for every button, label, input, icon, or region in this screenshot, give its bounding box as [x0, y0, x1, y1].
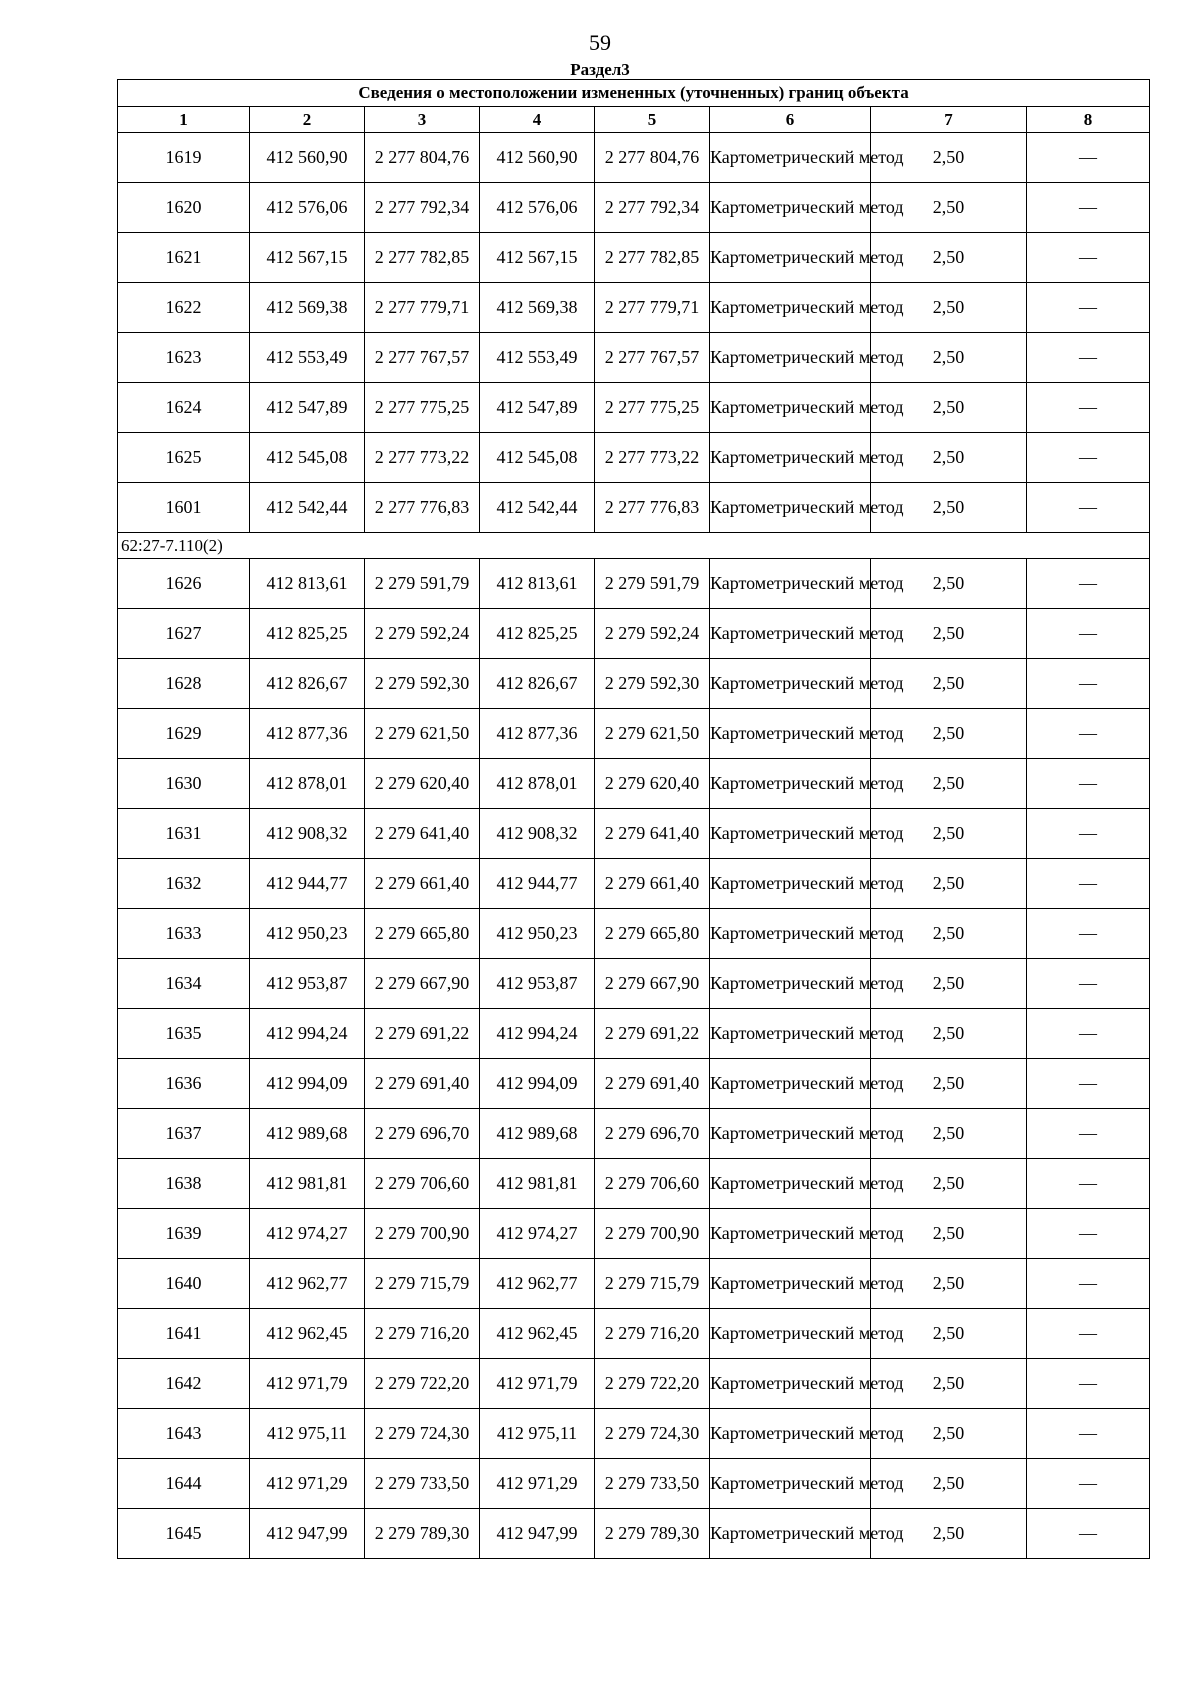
- point-number-cell: 1644: [118, 1459, 250, 1509]
- point-number-cell: 1622: [118, 283, 250, 333]
- y-existing-cell: 2 279 724,30: [365, 1409, 480, 1459]
- description-cell: —: [1027, 1009, 1150, 1059]
- y-refined-cell: 2 279 696,70: [595, 1109, 710, 1159]
- point-number-cell: 1641: [118, 1309, 250, 1359]
- precision-cell: 2,50: [871, 1059, 1027, 1109]
- y-existing-cell: 2 279 667,90: [365, 959, 480, 1009]
- description-cell: —: [1027, 283, 1150, 333]
- x-existing-cell: 412 877,36: [250, 709, 365, 759]
- point-number-cell: 1642: [118, 1359, 250, 1409]
- description-cell: —: [1027, 759, 1150, 809]
- y-refined-cell: 2 279 700,90: [595, 1209, 710, 1259]
- y-refined-cell: 2 279 724,30: [595, 1409, 710, 1459]
- x-refined-cell: 412 971,29: [480, 1459, 595, 1509]
- precision-cell: 2,50: [871, 183, 1027, 233]
- point-number-cell: 1645: [118, 1509, 250, 1559]
- x-refined-cell: 412 974,27: [480, 1209, 595, 1259]
- method-cell: Картометрический метод: [710, 1409, 871, 1459]
- x-existing-cell: 412 947,99: [250, 1509, 365, 1559]
- table-caption: Сведения о местоположении измененных (уточненных) границ объекта: [118, 80, 1150, 107]
- method-cell: Картометрический метод: [710, 433, 871, 483]
- point-number-cell: 1643: [118, 1409, 250, 1459]
- method-cell: Картометрический метод: [710, 809, 871, 859]
- precision-cell: 2,50: [871, 1259, 1027, 1309]
- method-cell: Картометрический метод: [710, 1509, 871, 1559]
- x-existing-cell: 412 826,67: [250, 659, 365, 709]
- x-refined-cell: 412 560,90: [480, 133, 595, 183]
- precision-cell: 2,50: [871, 1309, 1027, 1359]
- method-cell: Картометрический метод: [710, 609, 871, 659]
- x-refined-cell: 412 547,89: [480, 383, 595, 433]
- x-existing-cell: 412 547,89: [250, 383, 365, 433]
- description-cell: —: [1027, 559, 1150, 609]
- y-existing-cell: 2 277 776,83: [365, 483, 480, 533]
- y-refined-cell: 2 279 789,30: [595, 1509, 710, 1559]
- point-number-cell: 1638: [118, 1159, 250, 1209]
- method-cell: Картометрический метод: [710, 659, 871, 709]
- table-row: [118, 1309, 1150, 1359]
- boundary-coordinates-table: [117, 79, 1150, 1559]
- x-refined-cell: 412 545,08: [480, 433, 595, 483]
- x-refined-cell: 412 953,87: [480, 959, 595, 1009]
- point-number-cell: 1623: [118, 333, 250, 383]
- point-number-cell: 1620: [118, 183, 250, 233]
- table-row: [118, 1059, 1150, 1109]
- table-row: [118, 283, 1150, 333]
- point-number-cell: 1624: [118, 383, 250, 433]
- method-cell: Картометрический метод: [710, 1259, 871, 1309]
- precision-cell: 2,50: [871, 383, 1027, 433]
- method-cell: Картометрический метод: [710, 909, 871, 959]
- table-row: [118, 433, 1150, 483]
- table-row: [118, 659, 1150, 709]
- point-number-cell: 1627: [118, 609, 250, 659]
- x-refined-cell: 412 569,38: [480, 283, 595, 333]
- x-existing-cell: 412 981,81: [250, 1159, 365, 1209]
- x-existing-cell: 412 994,24: [250, 1009, 365, 1059]
- precision-cell: 2,50: [871, 1009, 1027, 1059]
- method-cell: Картометрический метод: [710, 759, 871, 809]
- point-number-cell: 1633: [118, 909, 250, 959]
- section-title: Раздел3: [570, 60, 630, 79]
- precision-cell: 2,50: [871, 283, 1027, 333]
- table-row: [118, 559, 1150, 609]
- description-cell: —: [1027, 183, 1150, 233]
- y-refined-cell: 2 279 592,24: [595, 609, 710, 659]
- y-refined-cell: 2 279 620,40: [595, 759, 710, 809]
- y-refined-cell: 2 277 782,85: [595, 233, 710, 283]
- x-refined-cell: 412 567,15: [480, 233, 595, 283]
- y-existing-cell: 2 279 789,30: [365, 1509, 480, 1559]
- x-refined-cell: 412 975,11: [480, 1409, 595, 1459]
- description-cell: —: [1027, 809, 1150, 859]
- y-refined-cell: 2 279 621,50: [595, 709, 710, 759]
- point-number-cell: 1640: [118, 1259, 250, 1309]
- y-existing-cell: 2 277 767,57: [365, 333, 480, 383]
- table-row: [118, 909, 1150, 959]
- x-refined-cell: 412 950,23: [480, 909, 595, 959]
- point-number-cell: 1632: [118, 859, 250, 909]
- description-cell: —: [1027, 909, 1150, 959]
- y-existing-cell: 2 279 722,20: [365, 1359, 480, 1409]
- precision-cell: 2,50: [871, 959, 1027, 1009]
- x-existing-cell: 412 953,87: [250, 959, 365, 1009]
- x-existing-cell: 412 962,77: [250, 1259, 365, 1309]
- y-refined-cell: 2 277 767,57: [595, 333, 710, 383]
- description-cell: —: [1027, 1059, 1150, 1109]
- precision-cell: 2,50: [871, 809, 1027, 859]
- method-cell: Картометрический метод: [710, 333, 871, 383]
- y-existing-cell: 2 279 700,90: [365, 1209, 480, 1259]
- method-cell: Картометрический метод: [710, 1059, 871, 1109]
- precision-cell: 2,50: [871, 759, 1027, 809]
- point-number-cell: 1637: [118, 1109, 250, 1159]
- method-cell: Картометрический метод: [710, 709, 871, 759]
- y-existing-cell: 2 279 592,24: [365, 609, 480, 659]
- method-cell: Картометрический метод: [710, 133, 871, 183]
- x-existing-cell: 412 974,27: [250, 1209, 365, 1259]
- table-row: [118, 183, 1150, 233]
- point-number-cell: 1635: [118, 1009, 250, 1059]
- column-number: 8: [1027, 107, 1150, 133]
- description-cell: —: [1027, 1159, 1150, 1209]
- method-cell: Картометрический метод: [710, 183, 871, 233]
- y-refined-cell: 2 277 804,76: [595, 133, 710, 183]
- method-cell: Картометрический метод: [710, 559, 871, 609]
- y-existing-cell: 2 279 706,60: [365, 1159, 480, 1209]
- table-row: [118, 483, 1150, 533]
- y-existing-cell: 2 279 661,40: [365, 859, 480, 909]
- y-existing-cell: 2 277 773,22: [365, 433, 480, 483]
- point-number-cell: 1601: [118, 483, 250, 533]
- y-existing-cell: 2 279 591,79: [365, 559, 480, 609]
- x-refined-cell: 412 994,24: [480, 1009, 595, 1059]
- point-number-cell: 1631: [118, 809, 250, 859]
- x-existing-cell: 412 542,44: [250, 483, 365, 533]
- description-cell: —: [1027, 383, 1150, 433]
- description-cell: —: [1027, 1359, 1150, 1409]
- x-existing-cell: 412 813,61: [250, 559, 365, 609]
- description-cell: —: [1027, 433, 1150, 483]
- parcel-label-row: [118, 533, 1150, 559]
- x-existing-cell: 412 576,06: [250, 183, 365, 233]
- y-existing-cell: 2 277 775,25: [365, 383, 480, 433]
- precision-cell: 2,50: [871, 1109, 1027, 1159]
- y-existing-cell: 2 279 716,20: [365, 1309, 480, 1359]
- column-number: 7: [871, 107, 1027, 133]
- x-existing-cell: 412 553,49: [250, 333, 365, 383]
- x-refined-cell: 412 962,45: [480, 1309, 595, 1359]
- column-number: 4: [480, 107, 595, 133]
- y-existing-cell: 2 277 804,76: [365, 133, 480, 183]
- y-refined-cell: 2 279 716,20: [595, 1309, 710, 1359]
- precision-cell: 2,50: [871, 909, 1027, 959]
- method-cell: Картометрический метод: [710, 1009, 871, 1059]
- x-existing-cell: 412 944,77: [250, 859, 365, 909]
- y-refined-cell: 2 277 775,25: [595, 383, 710, 433]
- x-refined-cell: 412 908,32: [480, 809, 595, 859]
- column-number: 3: [365, 107, 480, 133]
- x-existing-cell: 412 950,23: [250, 909, 365, 959]
- y-refined-cell: 2 277 779,71: [595, 283, 710, 333]
- y-existing-cell: 2 279 696,70: [365, 1109, 480, 1159]
- x-refined-cell: 412 825,25: [480, 609, 595, 659]
- precision-cell: 2,50: [871, 709, 1027, 759]
- y-existing-cell: 2 279 691,40: [365, 1059, 480, 1109]
- y-refined-cell: 2 279 691,40: [595, 1059, 710, 1109]
- x-existing-cell: 412 569,38: [250, 283, 365, 333]
- y-refined-cell: 2 279 706,60: [595, 1159, 710, 1209]
- x-existing-cell: 412 567,15: [250, 233, 365, 283]
- precision-cell: 2,50: [871, 1159, 1027, 1209]
- y-refined-cell: 2 279 691,22: [595, 1009, 710, 1059]
- method-cell: Картометрический метод: [710, 859, 871, 909]
- description-cell: —: [1027, 959, 1150, 1009]
- x-existing-cell: 412 878,01: [250, 759, 365, 809]
- method-cell: Картометрический метод: [710, 1459, 871, 1509]
- table-row: [118, 1259, 1150, 1309]
- method-cell: Картометрический метод: [710, 233, 871, 283]
- table-row: [118, 1109, 1150, 1159]
- page-number: 59: [589, 30, 611, 55]
- point-number-cell: 1630: [118, 759, 250, 809]
- x-refined-cell: 412 989,68: [480, 1109, 595, 1159]
- y-refined-cell: 2 277 792,34: [595, 183, 710, 233]
- precision-cell: 2,50: [871, 333, 1027, 383]
- point-number-cell: 1619: [118, 133, 250, 183]
- x-existing-cell: 412 908,32: [250, 809, 365, 859]
- point-number-cell: 1625: [118, 433, 250, 483]
- table-row: [118, 1159, 1150, 1209]
- x-existing-cell: 412 971,79: [250, 1359, 365, 1409]
- y-refined-cell: 2 279 715,79: [595, 1259, 710, 1309]
- table-row: [118, 383, 1150, 433]
- precision-cell: 2,50: [871, 1509, 1027, 1559]
- x-refined-cell: 412 981,81: [480, 1159, 595, 1209]
- description-cell: —: [1027, 1309, 1150, 1359]
- precision-cell: 2,50: [871, 609, 1027, 659]
- precision-cell: 2,50: [871, 859, 1027, 909]
- y-existing-cell: 2 277 792,34: [365, 183, 480, 233]
- x-refined-cell: 412 947,99: [480, 1509, 595, 1559]
- x-refined-cell: 412 826,67: [480, 659, 595, 709]
- table-row: [118, 709, 1150, 759]
- precision-cell: 2,50: [871, 559, 1027, 609]
- description-cell: —: [1027, 1259, 1150, 1309]
- table-row: [118, 609, 1150, 659]
- table-row: [118, 333, 1150, 383]
- y-refined-cell: 2 279 591,79: [595, 559, 710, 609]
- table-row: [118, 1459, 1150, 1509]
- x-refined-cell: 412 878,01: [480, 759, 595, 809]
- point-number-cell: 1629: [118, 709, 250, 759]
- y-existing-cell: 2 277 782,85: [365, 233, 480, 283]
- column-number: 2: [250, 107, 365, 133]
- column-number: 1: [118, 107, 250, 133]
- y-existing-cell: 2 279 620,40: [365, 759, 480, 809]
- description-cell: —: [1027, 133, 1150, 183]
- table-row: [118, 233, 1150, 283]
- y-existing-cell: 2 279 641,40: [365, 809, 480, 859]
- y-refined-cell: 2 277 776,83: [595, 483, 710, 533]
- x-existing-cell: 412 989,68: [250, 1109, 365, 1159]
- x-refined-cell: 412 994,09: [480, 1059, 595, 1109]
- description-cell: —: [1027, 483, 1150, 533]
- x-existing-cell: 412 971,29: [250, 1459, 365, 1509]
- x-refined-cell: 412 944,77: [480, 859, 595, 909]
- column-number-row: [118, 107, 1150, 133]
- y-refined-cell: 2 279 661,40: [595, 859, 710, 909]
- point-number-cell: 1634: [118, 959, 250, 1009]
- description-cell: —: [1027, 1209, 1150, 1259]
- y-refined-cell: 2 279 722,20: [595, 1359, 710, 1409]
- description-cell: —: [1027, 333, 1150, 383]
- y-existing-cell: 2 279 592,30: [365, 659, 480, 709]
- precision-cell: 2,50: [871, 233, 1027, 283]
- point-number-cell: 1639: [118, 1209, 250, 1259]
- column-number: 6: [710, 107, 871, 133]
- point-number-cell: 1636: [118, 1059, 250, 1109]
- x-refined-cell: 412 542,44: [480, 483, 595, 533]
- table-caption-row: [118, 80, 1150, 107]
- table-row: [118, 759, 1150, 809]
- method-cell: Картометрический метод: [710, 1109, 871, 1159]
- x-existing-cell: 412 560,90: [250, 133, 365, 183]
- y-existing-cell: 2 279 665,80: [365, 909, 480, 959]
- precision-cell: 2,50: [871, 433, 1027, 483]
- description-cell: —: [1027, 1409, 1150, 1459]
- precision-cell: 2,50: [871, 1409, 1027, 1459]
- x-existing-cell: 412 994,09: [250, 1059, 365, 1109]
- y-refined-cell: 2 279 667,90: [595, 959, 710, 1009]
- y-existing-cell: 2 279 621,50: [365, 709, 480, 759]
- method-cell: Картометрический метод: [710, 283, 871, 333]
- method-cell: Картометрический метод: [710, 1309, 871, 1359]
- table-row: [118, 859, 1150, 909]
- method-cell: Картометрический метод: [710, 1359, 871, 1409]
- x-existing-cell: 412 975,11: [250, 1409, 365, 1459]
- precision-cell: 2,50: [871, 1459, 1027, 1509]
- table-row: [118, 1009, 1150, 1059]
- table-row: [118, 1509, 1150, 1559]
- y-refined-cell: 2 277 773,22: [595, 433, 710, 483]
- x-refined-cell: 412 962,77: [480, 1259, 595, 1309]
- table-row: [118, 133, 1150, 183]
- description-cell: —: [1027, 1109, 1150, 1159]
- y-refined-cell: 2 279 733,50: [595, 1459, 710, 1509]
- table-row: [118, 1359, 1150, 1409]
- precision-cell: 2,50: [871, 483, 1027, 533]
- y-refined-cell: 2 279 641,40: [595, 809, 710, 859]
- x-refined-cell: 412 813,61: [480, 559, 595, 609]
- description-cell: —: [1027, 709, 1150, 759]
- method-cell: Картометрический метод: [710, 383, 871, 433]
- table-row: [118, 1409, 1150, 1459]
- x-existing-cell: 412 545,08: [250, 433, 365, 483]
- point-number-cell: 1628: [118, 659, 250, 709]
- method-cell: Картометрический метод: [710, 1159, 871, 1209]
- y-existing-cell: 2 277 779,71: [365, 283, 480, 333]
- description-cell: —: [1027, 233, 1150, 283]
- y-existing-cell: 2 279 715,79: [365, 1259, 480, 1309]
- x-refined-cell: 412 553,49: [480, 333, 595, 383]
- x-refined-cell: 412 576,06: [480, 183, 595, 233]
- y-existing-cell: 2 279 733,50: [365, 1459, 480, 1509]
- method-cell: Картометрический метод: [710, 959, 871, 1009]
- point-number-cell: 1621: [118, 233, 250, 283]
- x-refined-cell: 412 877,36: [480, 709, 595, 759]
- y-refined-cell: 2 279 665,80: [595, 909, 710, 959]
- precision-cell: 2,50: [871, 1359, 1027, 1409]
- description-cell: —: [1027, 859, 1150, 909]
- x-refined-cell: 412 971,79: [480, 1359, 595, 1409]
- description-cell: —: [1027, 659, 1150, 709]
- description-cell: —: [1027, 1509, 1150, 1559]
- description-cell: —: [1027, 1459, 1150, 1509]
- method-cell: Картометрический метод: [710, 1209, 871, 1259]
- x-existing-cell: 412 962,45: [250, 1309, 365, 1359]
- precision-cell: 2,50: [871, 659, 1027, 709]
- parcel-label: 62:27-7.110(2): [118, 533, 1150, 559]
- y-existing-cell: 2 279 691,22: [365, 1009, 480, 1059]
- table-row: [118, 809, 1150, 859]
- precision-cell: 2,50: [871, 1209, 1027, 1259]
- x-existing-cell: 412 825,25: [250, 609, 365, 659]
- precision-cell: 2,50: [871, 133, 1027, 183]
- table-row: [118, 1209, 1150, 1259]
- table-row: [118, 959, 1150, 1009]
- y-refined-cell: 2 279 592,30: [595, 659, 710, 709]
- description-cell: —: [1027, 609, 1150, 659]
- method-cell: Картометрический метод: [710, 483, 871, 533]
- column-number: 5: [595, 107, 710, 133]
- point-number-cell: 1626: [118, 559, 250, 609]
